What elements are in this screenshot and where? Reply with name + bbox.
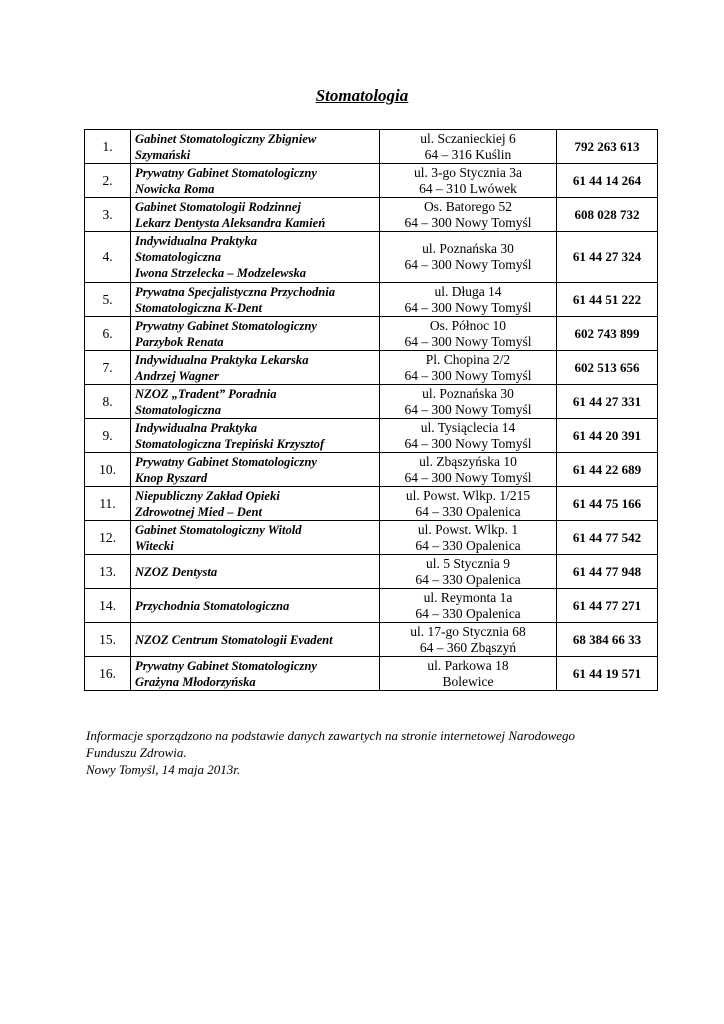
row-number: 12. [85, 521, 131, 555]
row-number: 14. [85, 589, 131, 623]
table-row [85, 164, 658, 198]
clinics-table [84, 129, 658, 691]
row-number: 9. [85, 419, 131, 453]
clinic-name-line: Prywatny Gabinet Stomatologiczny [135, 165, 317, 180]
clinic-name-line: Stomatologiczna [135, 250, 222, 264]
clinic-name [131, 283, 380, 317]
clinic-address-line: 64 – 300 Nowy Tomyśl [404, 257, 532, 272]
clinic-address-line: Bolewice [442, 673, 494, 689]
table-row [85, 317, 658, 351]
clinic-name [131, 198, 380, 232]
clinic-address-line: 64 – 330 Opalenica [415, 537, 521, 553]
clinic-name-line: Andrzej Wagner [135, 368, 219, 383]
clinic-address [380, 164, 557, 198]
clinic-address-line: 64 – 316 Kuślin [424, 146, 512, 162]
clinic-name [131, 130, 380, 164]
table-row [85, 487, 658, 521]
clinic-address-line: 64 – 310 Lwówek [419, 180, 517, 196]
table-row [85, 351, 658, 385]
clinic-name-line: Parzybok Renata [135, 334, 224, 349]
clinic-address-line: 64 – 300 Nowy Tomyśl [404, 367, 532, 383]
clinic-name-line: Indywidualna Praktyka Lekarska [135, 352, 309, 367]
clinic-name-line: Prywatny Gabinet Stomatologiczny [135, 454, 317, 469]
row-number: 13. [85, 555, 131, 589]
row-number: 16. [85, 657, 131, 691]
table-row [85, 589, 658, 623]
clinic-address-line: ul. 5 Stycznia 9 [426, 555, 510, 571]
clinic-name [131, 317, 380, 351]
clinic-address [380, 283, 557, 317]
clinic-name-line: Stomatologiczna K-Dent [135, 300, 263, 315]
clinic-address-line: ul. 3-go Stycznia 3a [414, 164, 522, 180]
clinic-name-line: Gabinet Stomatologiczny Zbigniew [135, 131, 317, 146]
clinic-name [131, 232, 380, 283]
footer-source-line-2: Funduszu Zdrowia. [86, 745, 187, 760]
clinic-address-line: Pl. Chopina 2/2 [425, 351, 511, 367]
clinic-address-line: 64 – 330 Opalenica [415, 571, 521, 587]
row-number: 2. [85, 164, 131, 198]
table-row [85, 385, 658, 419]
clinic-phone: 61 44 22 689 [557, 453, 658, 487]
page-title: Stomatologia [315, 86, 409, 105]
row-number: 8. [85, 385, 131, 419]
clinic-name [131, 487, 380, 521]
table-row [85, 623, 658, 657]
clinic-address [380, 385, 557, 419]
clinic-address [380, 657, 557, 691]
clinic-address [380, 351, 557, 385]
clinic-phone: 61 44 77 542 [557, 521, 658, 555]
clinic-address [380, 130, 557, 164]
clinic-name-line: Indywidualna Praktyka [135, 234, 258, 248]
clinic-name-line: Niepubliczny Zakład Opieki [135, 488, 280, 503]
table-row [85, 453, 658, 487]
clinic-address-line: ul. Poznańska 30 [422, 241, 514, 256]
clinic-name [131, 453, 380, 487]
clinic-phone: 608 028 732 [557, 198, 658, 232]
table-row [85, 130, 658, 164]
table-row [85, 419, 658, 453]
clinic-name-line: Gabinet Stomatologiczny Witold [135, 522, 302, 537]
clinic-address [380, 555, 557, 589]
footer-note [86, 727, 656, 778]
clinic-name-line: Witecki [135, 538, 174, 553]
clinic-phone: 61 44 27 324 [557, 232, 658, 283]
row-number: 10. [85, 453, 131, 487]
row-number: 11. [85, 487, 131, 521]
clinic-name-line: Przychodnia Stomatologiczna [135, 598, 290, 613]
clinic-name-line: Zdrowotnej Mied – Dent [135, 504, 262, 519]
clinic-name [131, 657, 380, 691]
clinic-phone: 61 44 14 264 [557, 164, 658, 198]
clinic-address [380, 198, 557, 232]
clinic-address [380, 487, 557, 521]
clinic-address [380, 589, 557, 623]
clinic-address-line: 64 – 360 Zbąszyń [419, 639, 517, 655]
footer-date: Nowy Tomyśl, 14 maja 2013r. [86, 762, 241, 777]
table-row [85, 198, 658, 232]
clinic-address-line: ul. Poznańska 30 [422, 385, 514, 401]
clinic-address-line: ul. Reymonta 1a [423, 589, 513, 605]
clinic-address [380, 623, 557, 657]
clinic-name [131, 555, 380, 589]
clinics-table-body [85, 130, 658, 691]
clinic-address-line: ul. Parkowa 18 [427, 657, 509, 673]
clinic-name-line: Grażyna Młodorzyńska [135, 674, 256, 689]
clinic-name [131, 351, 380, 385]
clinic-address-line: 64 – 300 Nowy Tomyśl [404, 435, 532, 451]
row-number: 3. [85, 198, 131, 232]
clinic-address-line: 64 – 300 Nowy Tomyśl [404, 469, 532, 485]
clinic-address [380, 232, 557, 283]
clinic-phone: 61 44 77 948 [557, 555, 658, 589]
clinic-address-line: 64 – 330 Opalenica [415, 503, 521, 519]
clinic-name-line: Prywatny Gabinet Stomatologiczny [135, 318, 317, 333]
clinic-phone: 61 44 27 331 [557, 385, 658, 419]
clinic-name-line: Nowicka Roma [135, 181, 215, 196]
clinic-address-line: ul. Sczanieckiej 6 [420, 130, 516, 146]
clinic-address-line: ul. Powst. Wlkp. 1/215 [405, 487, 531, 503]
clinic-name-line: Iwona Strzelecka – Modzelewska [135, 266, 307, 280]
table-row [85, 232, 658, 283]
clinic-name [131, 589, 380, 623]
clinic-address-line: 64 – 300 Nowy Tomyśl [404, 299, 532, 315]
table-row [85, 657, 658, 691]
clinic-phone: 61 44 51 222 [557, 283, 658, 317]
table-row [85, 521, 658, 555]
clinic-name-line: Prywatna Specjalistyczna Przychodnia [135, 284, 336, 299]
clinic-phone: 61 44 19 571 [557, 657, 658, 691]
clinic-address-line: ul. Tysiąclecia 14 [420, 419, 516, 435]
clinic-address-line: 64 – 300 Nowy Tomyśl [404, 214, 532, 230]
clinic-name [131, 623, 380, 657]
clinic-name [131, 385, 380, 419]
clinic-address-line: ul. 17-go Stycznia 68 [410, 623, 526, 639]
clinic-address-line: ul. Długa 14 [434, 283, 502, 299]
row-number: 5. [85, 283, 131, 317]
footer-source-line-1: Informacje sporządzono na podstawie danych zawartych na stronie internetowej Narodowego [86, 728, 576, 743]
row-number: 15. [85, 623, 131, 657]
clinic-address-line: 64 – 300 Nowy Tomyśl [404, 333, 532, 349]
row-number: 6. [85, 317, 131, 351]
clinic-address-line: ul. Powst. Wlkp. 1 [417, 521, 519, 537]
clinic-name [131, 164, 380, 198]
row-number: 7. [85, 351, 131, 385]
clinic-name-line: NZOZ „Tradent” Poradnia [135, 386, 277, 401]
table-row [85, 555, 658, 589]
clinic-address [380, 419, 557, 453]
clinic-phone: 61 44 75 166 [557, 487, 658, 521]
clinic-address-line: Os. Północ 10 [429, 317, 507, 333]
clinic-address [380, 453, 557, 487]
clinic-name-line: Gabinet Stomatologii Rodzinnej [135, 199, 301, 214]
clinic-address-line: ul. Zbąszyńska 10 [419, 453, 517, 469]
table-row [85, 283, 658, 317]
clinic-name-line: NZOZ Centrum Stomatologii Evadent [135, 632, 333, 647]
clinic-address-line: 64 – 330 Opalenica [415, 605, 521, 621]
clinic-phone: 602 743 899 [557, 317, 658, 351]
clinic-address [380, 521, 557, 555]
clinic-name-line: Stomatologiczna Trepiński Krzysztof [135, 436, 325, 451]
clinic-phone: 792 263 613 [557, 130, 658, 164]
clinic-phone: 68 384 66 33 [557, 623, 658, 657]
clinic-phone: 602 513 656 [557, 351, 658, 385]
clinic-address-line: Os. Batorego 52 [423, 198, 513, 214]
clinic-name-line: Szymański [135, 147, 191, 162]
clinic-name [131, 521, 380, 555]
clinic-name-line: Stomatologiczna [135, 402, 222, 417]
row-number: 4. [85, 232, 131, 283]
clinic-address-line: 64 – 300 Nowy Tomyśl [404, 401, 532, 417]
clinic-phone: 61 44 77 271 [557, 589, 658, 623]
clinic-name-line: Prywatny Gabinet Stomatologiczny [135, 658, 317, 673]
clinic-name-line: Indywidualna Praktyka [135, 420, 258, 435]
clinic-name-line: Lekarz Dentysta Aleksandra Kamień [135, 215, 326, 230]
row-number: 1. [85, 130, 131, 164]
clinic-address [380, 317, 557, 351]
clinic-name [131, 419, 380, 453]
clinic-phone: 61 44 20 391 [557, 419, 658, 453]
clinic-name-line: Knop Ryszard [135, 470, 208, 485]
clinic-name-line: NZOZ Dentysta [135, 564, 218, 579]
